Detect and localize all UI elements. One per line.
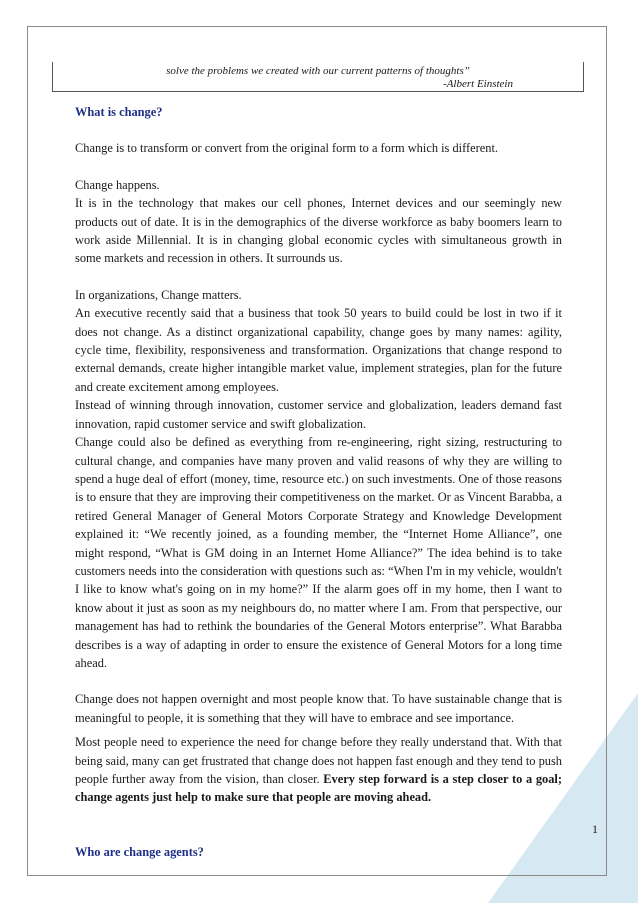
page-number: 1 xyxy=(592,822,598,836)
change-happens-paragraph: It is in the technology that makes our cell phones, Internet devices and our seemingly new products out of date. It is in the demographics of the diverse workforce as baby boomers learn to work aside Millennial. It is in changing global economic cycles with simultaneous growth in some markets and recession in others. It surrounds us. xyxy=(75,196,562,266)
quote-text: solve the problems we created with our current patterns of thoughts” xyxy=(166,65,470,77)
organizations-paragraph-2: Instead of winning through innovation, customer service and globalization, leaders demand fast innovation, rapid customer service and swift globalization. xyxy=(75,398,562,431)
document-body xyxy=(75,103,562,861)
experience-paragraph xyxy=(75,733,562,807)
organizations-paragraph-3: Change could also be defined as everything from re-engineering, right sizing, restructuring to cultural change, and companies have many proven and valid reasons of why they are willing to spend a huge deal of effort (money, time, resource etc.) on such investments. One of those reasons is to ensure that they are improving their competitiveness on the market. Or as Vincent Barabba, a retired General Manager of General Motors Corporate Strategy and Knowledge Development explained it: “We recently joined, as a founding member, the “Internet Home Alliance”, one might respond, “What is GM doing in an Internet Home Alliance?” The idea behind is to take customers needs into the consideration with questions such as: “When I'm in my vehicle, wouldn't I like to know what's going on in my home?” If the alarm goes off in my home, then I want to know about it just as soon as my neighbours do, no matter where I am. From that perspective, our management has had to rethink the boundaries of the General Motors enterprise”. What Barabba describes is a way of adapting in order to ensure the existence of General Motors for a long time ahead. xyxy=(75,435,562,670)
overnight-paragraph: Change does not happen overnight and most people know that. To have sustainable change that is meaningful to people, it is something that they will have to embrace and see importance. xyxy=(75,692,562,725)
quote-box xyxy=(52,62,584,92)
heading-who-are-change-agents: Who are change agents? xyxy=(75,844,204,859)
change-happens-title: Change happens. xyxy=(75,177,160,192)
heading-what-is-change: What is change? xyxy=(75,105,163,119)
experience-bold-text: Every step forward is a step closer to a goal; change agents just help to make sure that people are moving ahead. xyxy=(75,772,562,805)
change-definition: Change is to transform or convert from the original form to a form which is different. xyxy=(75,141,499,156)
quote-author: -Albert Einstein xyxy=(443,78,513,90)
experience-text: Most people need to experience the need for change before they really understand that. With that being said, many can get frustrated that change does not happen fast enough and they tend to push people further away from the vision, than closer. xyxy=(75,735,562,786)
organizations-paragraph-1: An executive recently said that a business that took 50 years to build could be lost in two if it does not change. As a distinct organizational capability, change goes by many names: agility, cycle time, flexibility, responsiveness and transformation. Organizations that change respond to external demands, create higher intangible market value, implement strategies, plan for the future and create excitement among employees. xyxy=(75,306,562,394)
organizations-title: In organizations, Change matters. xyxy=(75,287,242,302)
